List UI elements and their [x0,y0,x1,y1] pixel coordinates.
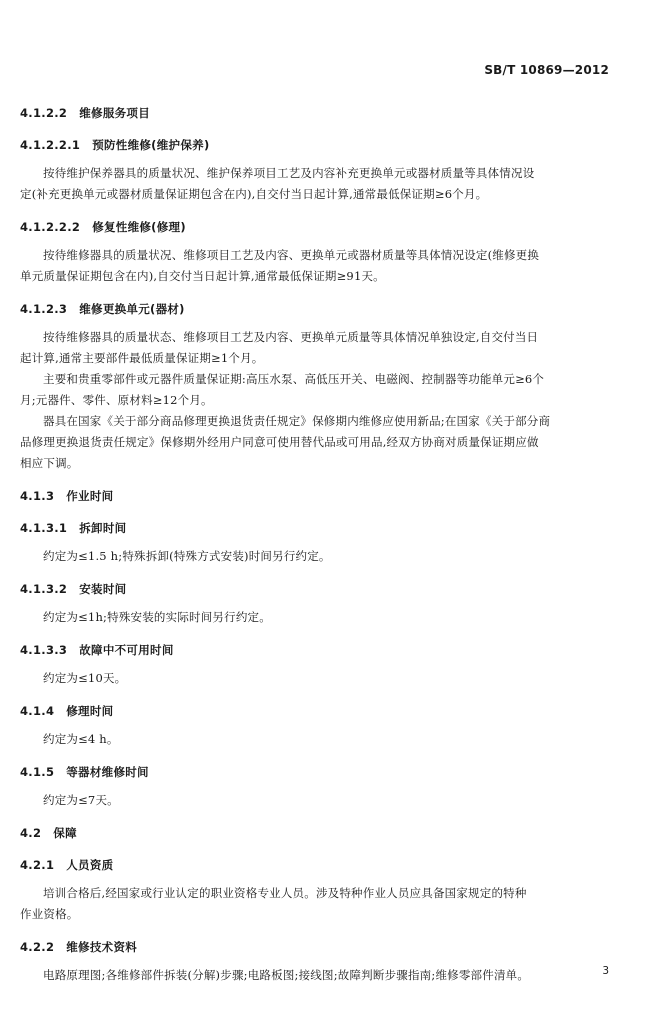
spacer [20,925,610,938]
paragraph-line: 约定为≤10天。 [43,671,127,685]
spacer [20,567,610,580]
paragraph [20,729,610,750]
section-heading [20,300,610,318]
paragraph-line: 约定为≤4 h。 [43,732,119,746]
section-number: 4.1.3.3 [20,643,68,657]
section-number: 4.2 [20,826,42,840]
paragraph [20,327,610,369]
section-heading [20,702,610,720]
section-title: 等器材维修时间 [66,765,149,779]
paragraph-line: 主要和贵重零部件或元器件质量保证期:高压水泵、高低压开关、电磁阀、控制器等功能单元≥6个 [43,372,545,386]
paragraph-line: 品修理更换退货责任规定》保修期外经用户同意可使用替代品或可用品,经双方协商对质量保证期应做 [20,435,539,449]
section-title: 人员资质 [66,858,114,872]
section-title: 拆卸时间 [79,521,127,535]
section-title: 修复性维修(修理) [92,220,186,234]
spacer [20,287,610,300]
paragraph-line: 培训合格后,经国家或行业认定的职业资格专业人员。涉及特种作业人员应具备国家规定的特种 [43,886,527,900]
spacer [20,122,610,136]
section-heading [20,763,610,781]
paragraph [20,163,610,205]
spacer [20,154,610,163]
spacer [20,628,610,641]
paragraph [20,965,610,986]
paragraph [20,790,610,811]
section-number: 4.1.2.2.1 [20,138,81,152]
paragraph-line: 作业资格。 [20,907,79,921]
section-number: 4.1.4 [20,704,55,718]
section-number: 4.1.5 [20,765,55,779]
section-heading [20,104,610,122]
spacer [20,750,610,763]
spacer [20,689,610,702]
paragraph-line: 约定为≤7天。 [43,793,119,807]
spacer [20,956,610,965]
section-title: 维修技术资料 [66,940,138,954]
section-title: 保障 [53,826,77,840]
section-title: 维修更换单元(器材) [79,302,185,316]
spacer [20,659,610,668]
spacer [20,781,610,790]
section-number: 4.1.3.1 [20,521,68,535]
paragraph-line: 器具在国家《关于部分商品修理更换退货责任规定》保修期内维修应使用新品;在国家《关于部分商 [43,414,551,428]
document-body [20,104,610,986]
section-heading [20,641,610,659]
spacer [20,205,610,218]
section-heading [20,487,610,505]
paragraph-line: 电路原理图;各维修部件拆装(分解)步骤;电路板图;接线图;故障判断步骤指南;维修零部件清单。 [43,968,530,982]
spacer [20,842,610,856]
section-number: 4.2.2 [20,940,55,954]
section-heading [20,824,610,842]
paragraph-line: 起计算,通常主要部件最低质量保证期≥1个月。 [20,351,264,365]
paragraph-line: 按待维修器具的质量状况、维修项目工艺及内容、更换单元或器材质量等具体情况设定(维修更换 [43,248,540,262]
section-number: 4.1.2.3 [20,302,68,316]
section-title: 预防性维修(维护保养) [92,138,210,152]
standard-code: SB/T 10869—2012 [484,63,609,77]
paragraph [20,245,610,287]
section-title: 作业时间 [66,489,114,503]
section-title: 修理时间 [66,704,114,718]
paragraph-line: 按待维修器具的质量状态、维修项目工艺及内容、更换单元质量等具体情况单独设定,自交付当日 [43,330,539,344]
section-number: 4.1.3 [20,489,55,503]
spacer [20,537,610,546]
section-title: 故障中不可用时间 [79,643,174,657]
page-number: 3 [602,965,609,977]
paragraph [20,369,610,411]
paragraph [20,546,610,567]
section-heading [20,856,610,874]
paragraph-line: 单元质量保证期包含在内),自交付当日起计算,通常最低保证期≥91天。 [20,269,385,283]
paragraph [20,883,610,925]
spacer [20,318,610,327]
spacer [20,720,610,729]
section-number: 4.1.2.2.2 [20,220,81,234]
paragraph-line: 按待维护保养器具的质量状况、维护保养项目工艺及内容补充更换单元或器材质量等具体情况设 [43,166,535,180]
section-heading [20,136,610,154]
paragraph-line: 月;元器件、零件、原材料≥12个月。 [20,393,213,407]
spacer [20,811,610,824]
paragraph [20,411,610,474]
paragraph [20,607,610,628]
section-heading [20,519,610,537]
paragraph-line: 约定为≤1.5 h;特殊拆卸(特殊方式安装)时间另行约定。 [43,549,331,563]
paragraph-line: 定(补充更换单元或器材质量保证期包含在内),自交付当日起计算,通常最低保证期≥6个月。 [20,187,488,201]
spacer [20,874,610,883]
paragraph-line: 相应下调。 [20,456,79,470]
section-number: 4.1.3.2 [20,582,68,596]
section-title: 维修服务项目 [79,106,151,120]
section-number: 4.1.2.2 [20,106,68,120]
section-number: 4.2.1 [20,858,55,872]
section-title: 安装时间 [79,582,127,596]
paragraph [20,668,610,689]
paragraph-line: 约定为≤1h;特殊安装的实际时间另行约定。 [43,610,271,624]
spacer [20,505,610,519]
section-heading [20,218,610,236]
section-heading [20,580,610,598]
section-heading [20,938,610,956]
spacer [20,598,610,607]
spacer [20,236,610,245]
spacer [20,474,610,487]
